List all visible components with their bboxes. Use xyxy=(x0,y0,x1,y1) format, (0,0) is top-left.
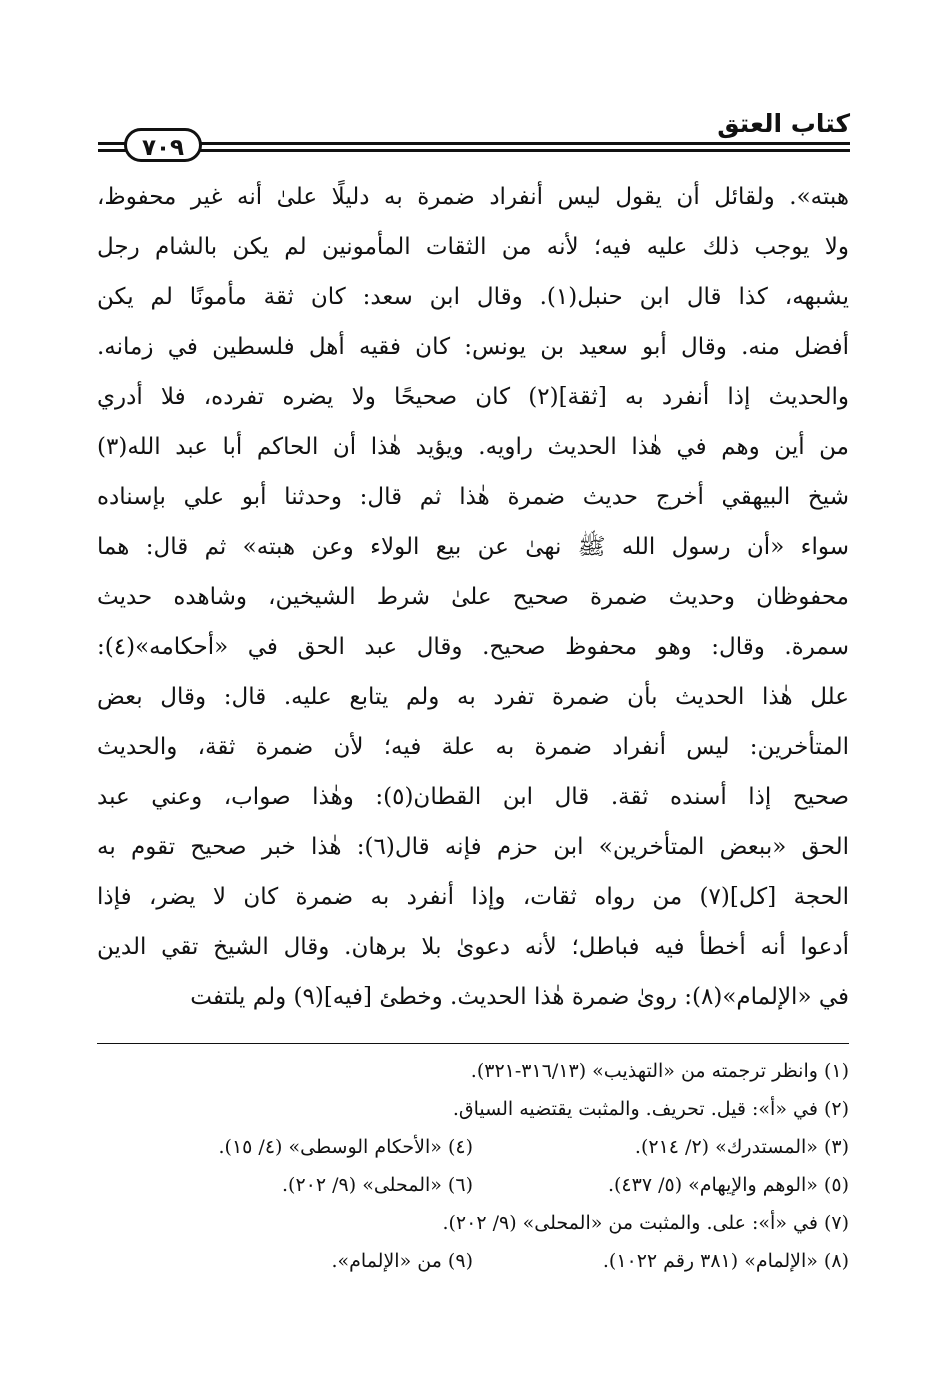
footnote: (٤) «الأحكام الوسطى» (٤/ ١٥). xyxy=(218,1136,473,1158)
body-line: الحق «ببعض المتأخرين» ابن حزم فإنه قال(٦): هٰذا خبر صحيح تقوم به xyxy=(97,834,849,860)
footnote-pair xyxy=(97,1128,849,1166)
body-line: الحجة [كل](٧) من رواه ثقات، وإذا أنفرد به ضمرة كان لا يضر، فإذا xyxy=(97,884,849,910)
body-line: أفضل منه. وقال أبو سعيد بن يونس: كان فقيه أهل فلسطين في زمانه. xyxy=(97,334,849,360)
body-line: شيخ البيهقي أخرج حديث ضمرة هٰذا ثم قال: وحدثنا أبو علي بإسناده xyxy=(97,484,849,510)
body-line: هبته». ولقائل أن يقول ليس أنفراد ضمرة به دليلًا علىٰ أنه غير محفوظ، xyxy=(97,184,849,210)
footnote: (٩) من «الإلمام». xyxy=(331,1250,473,1272)
body-line: صحيح إذا أسنده ثقة. قال ابن القطان(٥): وهٰذا صواب، وعني عبد xyxy=(97,784,849,810)
page-number: ٧٠٩ xyxy=(124,128,202,162)
body-line: يشبهه، كذا قال ابن حنبل(١). وقال ابن سعد: كان ثقة مأمونًا لم يكن xyxy=(97,284,849,310)
footnote: (٥) «الوهم والإيهام» (٥/ ٤٣٧). xyxy=(607,1174,849,1196)
footnote: (٨) «الإلمام» (٣٨١ رقم ١٠٢٢). xyxy=(602,1250,849,1272)
footnote: (٧) في «أ»: على. والمثبت من «المحلى» (٩/ ٢٠٢). xyxy=(442,1212,849,1234)
running-header xyxy=(98,108,850,161)
body-line: ولا يوجب ذلك عليه فيه؛ لأنه من الثقات المأمونين لم يكن بالشام رجل xyxy=(97,234,849,260)
body-line: من أين وهم في هٰذا الحديث راويه. ويؤيد هٰذا أن الحاكم أبا عبد الله(٣) xyxy=(97,434,849,460)
body-line: سمرة. وقال: وهو محفوظ صحيح. وقال عبد الحق في «أحكامه»(٤): xyxy=(97,634,849,660)
body-line: والحديث إذا أنفرد به [ثقة](٢) كان صحيحًا ولا يضره تفرده، فلا أدري xyxy=(97,384,849,410)
body-text xyxy=(97,172,849,1022)
body-line: سواء «أن رسول الله ﷺ نهىٰ عن بيع الولاء وعن هبته» ثم قال: هما xyxy=(97,534,849,560)
footnote: (٦) «المحلى» (٩/ ٢٠٢). xyxy=(282,1174,473,1196)
footnote-separator xyxy=(97,1043,849,1044)
footnote: (٣) «المستدرك» (٢/ ٢١٤). xyxy=(634,1136,849,1158)
footnotes xyxy=(97,1052,849,1280)
header-rule-top xyxy=(98,142,850,145)
footnote: (١) وانظر ترجمته من «التهذيب» (٣١٦/١٣-٣٢١). xyxy=(470,1060,849,1082)
footnote: (٢) في «أ»: قيل. تحريف. والمثبت يقتضيه السياق. xyxy=(452,1098,849,1120)
footnote-pair xyxy=(97,1166,849,1204)
body-line: علل هٰذا الحديث بأن ضمرة تفرد به ولم يتابع عليه. قال: وقال بعض xyxy=(97,684,849,710)
body-line: في «الإلمام»(٨): روىٰ ضمرة هٰذا الحديث. وخطئ [فيه](٩) ولم يلتفت xyxy=(190,984,849,1010)
body-line: أدعوا أنه أخطأ فيه فباطل؛ لأنه دعوىٰ بلا برهان. وقال الشيخ تقي الدين xyxy=(97,934,849,960)
chapter-title: كتاب العتق xyxy=(717,109,850,138)
footnote-pair xyxy=(97,1242,849,1280)
header-rule-bottom xyxy=(98,149,850,152)
body-line: المتأخرين: ليس أنفراد ضمرة به علة فيه؛ لأن ضمرة ثقة، والحديث xyxy=(97,734,849,760)
body-line: محفوظان وحديث ضمرة صحيح علىٰ شرط الشيخين، وشاهده حديث xyxy=(97,584,849,610)
